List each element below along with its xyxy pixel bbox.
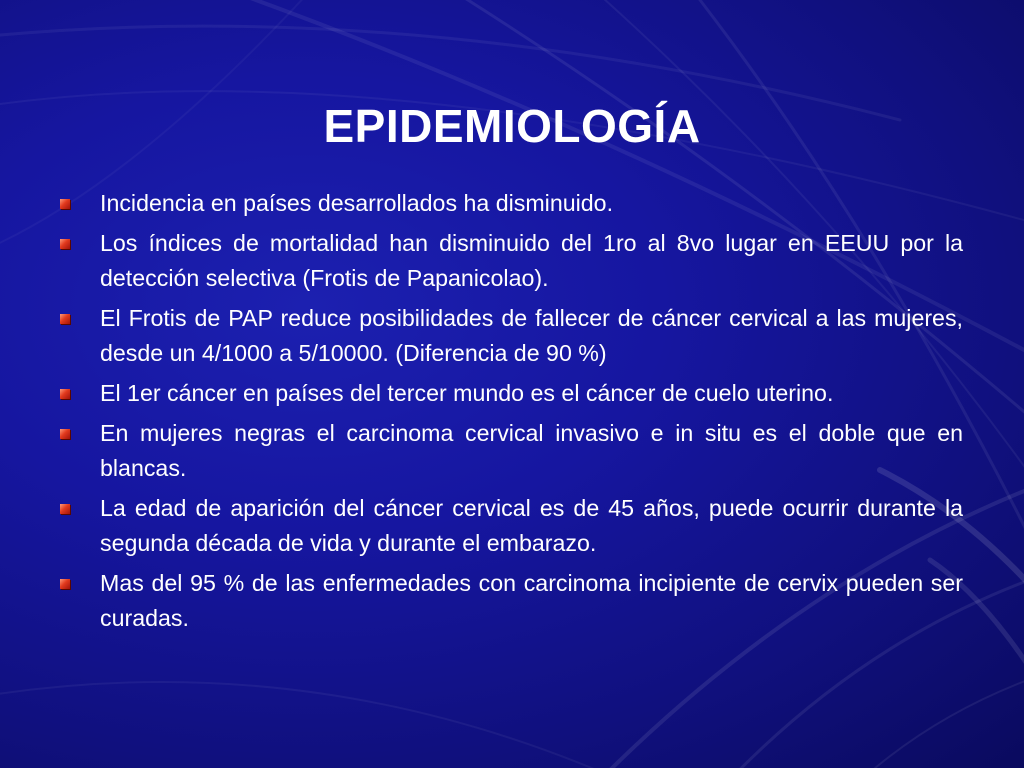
list-item (100, 376, 963, 411)
square-bullet-icon (60, 389, 70, 399)
square-bullet-icon (60, 429, 70, 439)
list-item (100, 491, 963, 561)
bullet-text: La edad de aparición del cáncer cervical es de 45 años, puede ocurrir durante la segunda década de vida y durante el embarazo. (100, 495, 963, 556)
bullet-text: El Frotis de PAP reduce posibilidades de fallecer de cáncer cervical a las mujeres, desde un 4/1000 a 5/10000. (Diferencia de 90 %) (100, 305, 963, 366)
bullet-text: Mas del 95 % de las enfermedades con carcinoma incipiente de cervix pueden ser curadas. (100, 570, 963, 631)
slide-title: EPIDEMIOLOGÍA (323, 99, 701, 152)
list-item (100, 186, 963, 221)
square-bullet-icon (60, 314, 70, 324)
list-item (100, 226, 963, 296)
bullet-list (100, 186, 963, 641)
square-bullet-icon (60, 504, 70, 514)
bullet-text: El 1er cáncer en países del tercer mundo es el cáncer de cuelo uterino. (100, 380, 834, 406)
list-item (100, 566, 963, 636)
square-bullet-icon (60, 199, 70, 209)
list-item (100, 416, 963, 486)
square-bullet-icon (60, 239, 70, 249)
bullet-text: Los índices de mortalidad han disminuido del 1ro al 8vo lugar en EEUU por la detección selectiva (Frotis de Papanicolao). (100, 230, 963, 291)
list-item (100, 301, 963, 371)
square-bullet-icon (60, 579, 70, 589)
bullet-text: Incidencia en países desarrollados ha disminuido. (100, 190, 614, 216)
bullet-text: En mujeres negras el carcinoma cervical invasivo e in situ es el doble que en blancas. (100, 420, 963, 481)
